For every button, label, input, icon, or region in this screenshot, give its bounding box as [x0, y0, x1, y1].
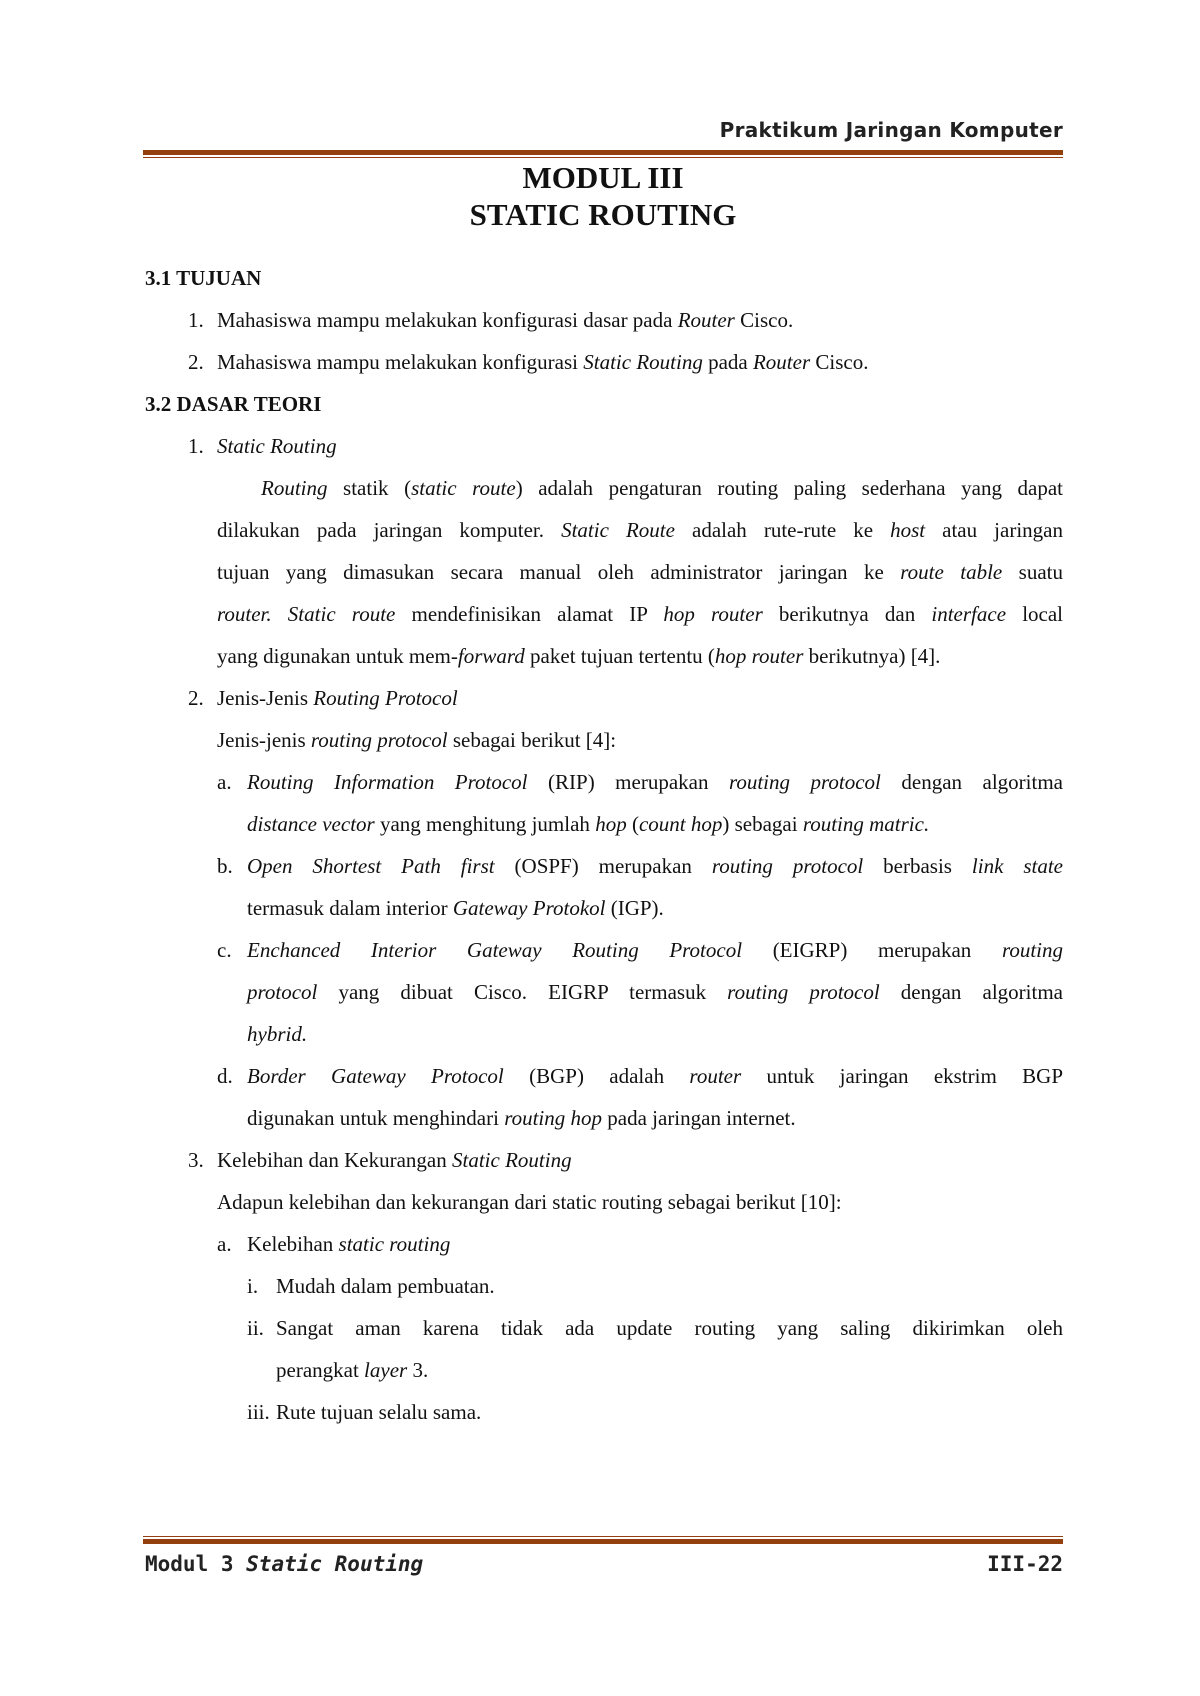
paragraph-line: dilakukan pada jaringan komputer. Static Route adalah rute-rute ke host atau jaringan	[217, 518, 1063, 542]
list-number: 2.	[188, 686, 204, 710]
list-item-tujuan-1: Mahasiswa mampu melakukan konfigurasi dasar pada Router Cisco.	[217, 308, 794, 332]
list-letter: c.	[217, 938, 232, 962]
paragraph-line: Jenis-jenis routing protocol sebagai berikut [4]:	[217, 728, 617, 752]
list-item-eigrp: Enchanced Interior Gateway Routing Protocol (EIGRP) merupakan routing	[247, 938, 1063, 962]
list-item-kelebihan-1: Mudah dalam pembuatan.	[276, 1274, 495, 1298]
list-item-tujuan-2: Mahasiswa mampu melakukan konfigurasi Static Routing pada Router Cisco.	[217, 350, 869, 374]
list-number: 3.	[188, 1148, 204, 1172]
list-letter: a.	[217, 770, 232, 794]
paragraph-line: perangkat layer 3.	[276, 1358, 429, 1382]
header-rule-thick	[143, 150, 1063, 155]
section-heading-tujuan: 3.1 TUJUAN	[145, 266, 262, 290]
paragraph-line: distance vector yang menghitung jumlah hop (count hop) sebagai routing matric.	[247, 812, 930, 836]
list-roman: iii.	[247, 1400, 270, 1424]
list-letter: d.	[217, 1064, 233, 1088]
paragraph-line: yang digunakan untuk mem-forward paket tujuan tertentu (hop router berikutnya) [4].	[217, 644, 941, 668]
subheading-static-routing: Static Routing	[217, 434, 337, 458]
list-number: 2.	[188, 350, 204, 374]
footer-rule-thick	[143, 1539, 1063, 1544]
list-letter: b.	[217, 854, 233, 878]
subheading-kelebihan-kekurangan: Kelebihan dan Kekurangan Static Routing	[217, 1148, 572, 1172]
list-roman: ii.	[247, 1316, 264, 1340]
sublist-heading-kelebihan: Kelebihan static routing	[247, 1232, 451, 1256]
paragraph-line: tujuan yang dimasukan secara manual oleh administrator jaringan ke route table suatu	[217, 560, 1063, 584]
section-heading-dasar-teori: 3.2 DASAR TEORI	[145, 392, 322, 416]
paragraph-line: Adapun kelebihan dan kekurangan dari static routing sebagai berikut [10]:	[217, 1190, 842, 1214]
list-roman: i.	[247, 1274, 259, 1298]
list-item-kelebihan-3: Rute tujuan selalu sama.	[276, 1400, 482, 1424]
footer-rule-thin	[143, 1536, 1063, 1537]
page-number: III-22	[987, 1552, 1063, 1576]
list-item-rip: Routing Information Protocol (RIP) merupakan routing protocol dengan algoritma	[247, 770, 1063, 794]
footer-module-label: Modul 3 Static Routing	[145, 1552, 424, 1576]
list-item-bgp: Border Gateway Protocol (BGP) adalah router untuk jaringan ekstrim BGP	[247, 1064, 1063, 1088]
subheading-routing-protocol: Jenis-Jenis Routing Protocol	[217, 686, 458, 710]
list-item-ospf: Open Shortest Path first (OSPF) merupakan routing protocol berbasis link state	[247, 854, 1063, 878]
list-item-kelebihan-2: Sangat aman karena tidak ada update routing yang saling dikirimkan oleh	[276, 1316, 1063, 1340]
module-subtitle: STATIC ROUTING	[469, 197, 737, 232]
list-number: 1.	[188, 308, 204, 332]
list-number: 1.	[188, 434, 204, 458]
paragraph-line: Routing statik (static route) adalah pengaturan routing paling sederhana yang dapat	[261, 476, 1063, 500]
paragraph-line: digunakan untuk menghindari routing hop pada jaringan internet.	[247, 1106, 796, 1130]
paragraph-line: router. Static route mendefinisikan alamat IP hop router berikutnya dan interface local	[217, 602, 1064, 626]
module-title: MODUL III	[522, 160, 684, 195]
paragraph-line: hybrid.	[247, 1022, 308, 1046]
paragraph-line: protocol yang dibuat Cisco. EIGRP termasuk routing protocol dengan algoritma	[247, 980, 1063, 1004]
list-letter: a.	[217, 1232, 232, 1256]
running-header: Praktikum Jaringan Komputer	[719, 118, 1063, 142]
paragraph-line: termasuk dalam interior Gateway Protokol (IGP).	[247, 896, 664, 920]
